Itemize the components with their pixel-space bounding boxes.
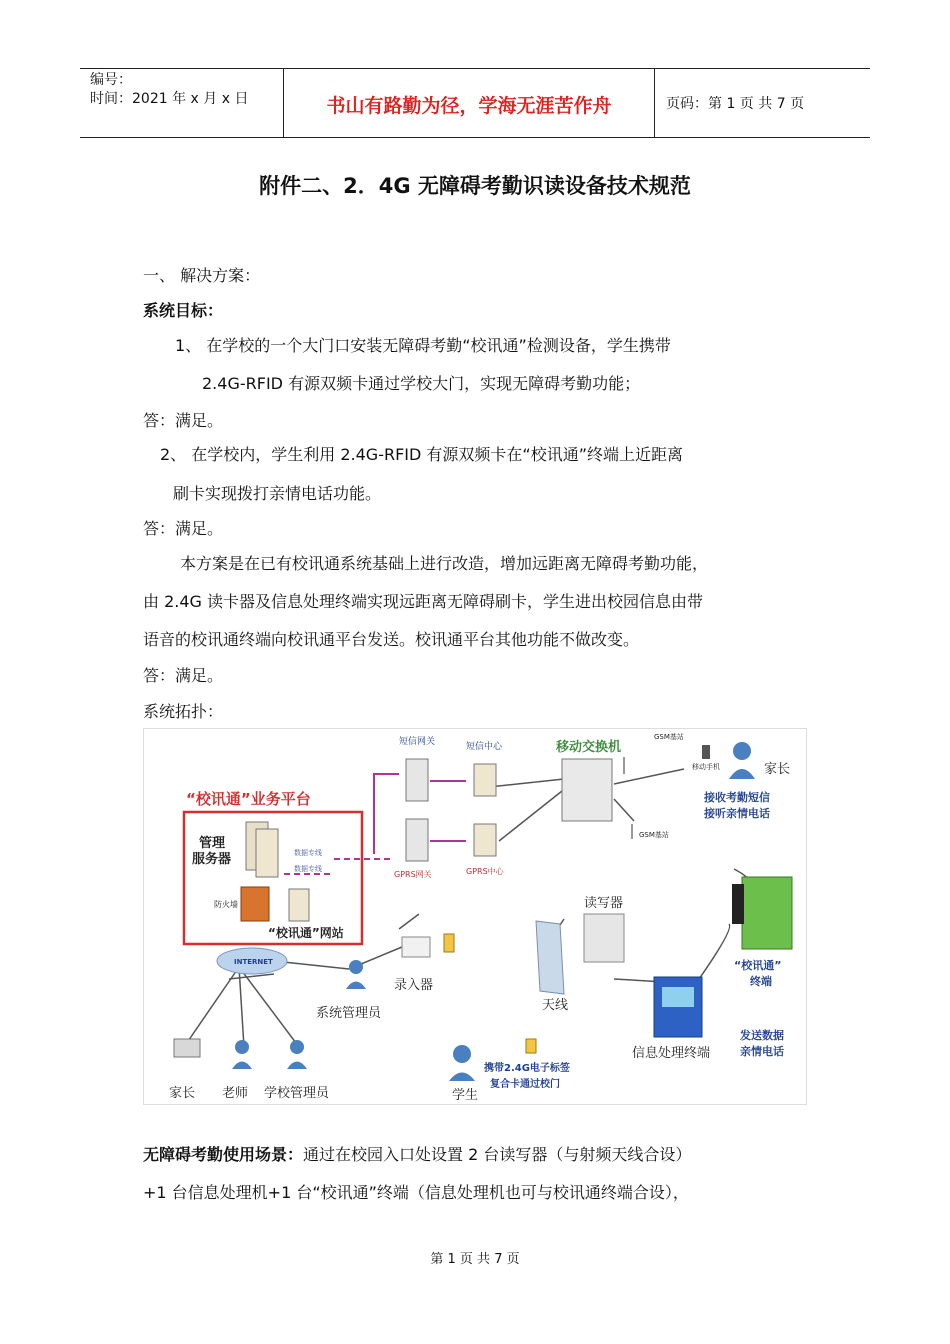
firewall-icon	[241, 887, 269, 921]
document-title: 附件二、2．4G 无障碍考勤识读设备技术规范	[259, 174, 691, 198]
gprs-center-icon	[474, 824, 496, 856]
para-line1: 本方案是在已有校讯通系统基础上进行改造，增加远距离无障碍考勤功能，	[180, 554, 709, 573]
reader-icon	[584, 914, 624, 962]
sms-gateway-label: 短信网关	[399, 737, 436, 747]
sms-gateway-icon	[406, 759, 428, 801]
mgmt-server-label-1: 管理	[199, 836, 226, 851]
mobile-phone-icon	[702, 745, 710, 759]
gprs-gateway-label: GPRS网关	[394, 870, 432, 879]
platform-label: “校讯通”业务平台	[186, 790, 311, 808]
website-server-icon	[289, 889, 309, 921]
document-header	[80, 68, 870, 138]
sms-center-icon	[474, 764, 496, 796]
gprs-center-label: GPRS中心	[466, 867, 504, 876]
enroller-icon	[402, 937, 430, 957]
para-line3: 语音的校讯通终端向校讯通平台发送。校讯通平台其他功能不做改变。	[143, 630, 640, 649]
school-admin-avatar-body	[287, 1062, 307, 1070]
teacher-label: 老师	[222, 1086, 249, 1101]
gsm-station-bottom-label: GSM基站	[639, 831, 669, 839]
data-line-label: 数据专线	[294, 849, 322, 857]
mgmt-server-label-2: 服务器	[192, 852, 232, 867]
mobile-switch-label: 移动交换机	[556, 740, 622, 755]
parent-top-label: 家长	[764, 762, 791, 777]
sms-center-label: 短信中心	[466, 742, 503, 752]
xxt-terminal-label-2: 终端	[750, 975, 772, 988]
answer-1: 答：满足。	[143, 411, 224, 430]
parent-label: 家长	[169, 1086, 196, 1101]
topology-diagram	[143, 728, 807, 1105]
header-meta	[90, 71, 248, 109]
gsm-station-top-label: GSM基站	[654, 733, 684, 741]
page-footer: 第 1 页 共 7 页	[430, 1252, 520, 1267]
student-avatar-body	[449, 1073, 475, 1082]
card-icon	[444, 934, 454, 952]
number-label: 编号：	[90, 72, 132, 88]
scene-line2: +1 台信息处理机+1 台“校讯通”终端（信息处理机也可与校讯通终端合设），	[143, 1183, 689, 1202]
rfid-tag-icon	[526, 1039, 536, 1053]
antenna-icon	[536, 921, 564, 994]
scene-label: 无障碍考勤使用场景：	[143, 1145, 304, 1164]
tag-note-1: 携带2.4G电子标签	[484, 1063, 570, 1074]
topology-label: 系统拓扑：	[143, 702, 224, 721]
family-call-label: 亲情电话	[740, 1045, 784, 1058]
sys-admin-avatar-icon	[349, 960, 363, 974]
send-data-label: 发送数据	[740, 1029, 784, 1042]
parent-avatar-body	[729, 769, 755, 779]
enroller-label: 录入器	[394, 978, 434, 993]
management-server-icon	[246, 822, 278, 877]
gprs-gateway-icon	[406, 819, 428, 861]
reader-label: 读写器	[584, 896, 624, 911]
section-heading: 一、 解决方案：	[143, 266, 261, 285]
student-avatar-icon	[453, 1045, 471, 1063]
phone-handset-icon	[732, 884, 744, 924]
school-admin-avatar-icon	[290, 1040, 304, 1054]
teacher-avatar-body	[232, 1062, 252, 1070]
recv-sms-label: 接收考勤短信	[704, 791, 770, 804]
info-terminal-screen	[662, 987, 694, 1007]
info-terminal-label: 信息处理终端	[632, 1046, 711, 1061]
item1-line2: 2.4G-RFID 有源双频卡通过学校大门，实现无障碍考勤功能；	[202, 374, 641, 393]
sys-admin-label: 系统管理员	[316, 1006, 382, 1021]
answer-2: 答：满足。	[143, 519, 224, 538]
magenta-links	[284, 774, 466, 874]
firewall-label: 防火墙	[214, 900, 238, 909]
recv-call-label: 接听亲情电话	[704, 807, 770, 820]
parent-avatar-icon	[733, 742, 751, 760]
mobile-phone-label: 移动手机	[692, 763, 720, 771]
mobile-switch-icon	[562, 759, 612, 821]
laptop-icon	[174, 1039, 200, 1057]
student-label: 学生	[452, 1088, 479, 1103]
xxt-terminal-label-1: “校讯通”	[734, 959, 782, 972]
antenna-label: 天线	[542, 998, 569, 1013]
header-page-info: 页码：第 1 页 共 7 页	[666, 96, 805, 112]
tag-note-2: 复合卡通过校门	[490, 1079, 560, 1090]
sys-admin-avatar-body	[346, 982, 366, 990]
item1-line1: 1、 在学校的一个大门口安装无障碍考勤“校讯通”检测设备，学生携带	[175, 336, 671, 355]
scene-line1	[143, 1142, 691, 1165]
website-label: “校讯通”网站	[268, 926, 344, 940]
item2-line1: 2、 在学校内，学生利用 2.4G-RFID 有源双频卡在“校讯通”终端上近距离	[160, 445, 683, 464]
item2-line2: 刷卡实现拨打亲情电话功能。	[173, 484, 382, 503]
internet-label: INTERNET	[234, 958, 273, 966]
school-admin-label: 学校管理员	[264, 1086, 330, 1101]
goal-label: 系统目标：	[143, 301, 224, 320]
data-line-label: 数据专线	[294, 865, 322, 873]
header-motto: 书山有路勤为径，学海无涯苦作舟	[326, 95, 612, 117]
scene-text: 通过在校园入口处设置 2 台读写器（与射频天线合设）	[303, 1145, 692, 1164]
answer-3: 答：满足。	[143, 666, 224, 685]
xxt-terminal-icon	[742, 877, 792, 949]
teacher-avatar-icon	[235, 1040, 249, 1054]
header-divider	[654, 69, 655, 137]
para-line2: 由 2.4G 读卡器及信息处理终端实现远距离无障碍刷卡，学生进出校园信息由带	[143, 592, 704, 611]
time-label: 时间：2021 年 x 月 x 日	[90, 91, 249, 107]
